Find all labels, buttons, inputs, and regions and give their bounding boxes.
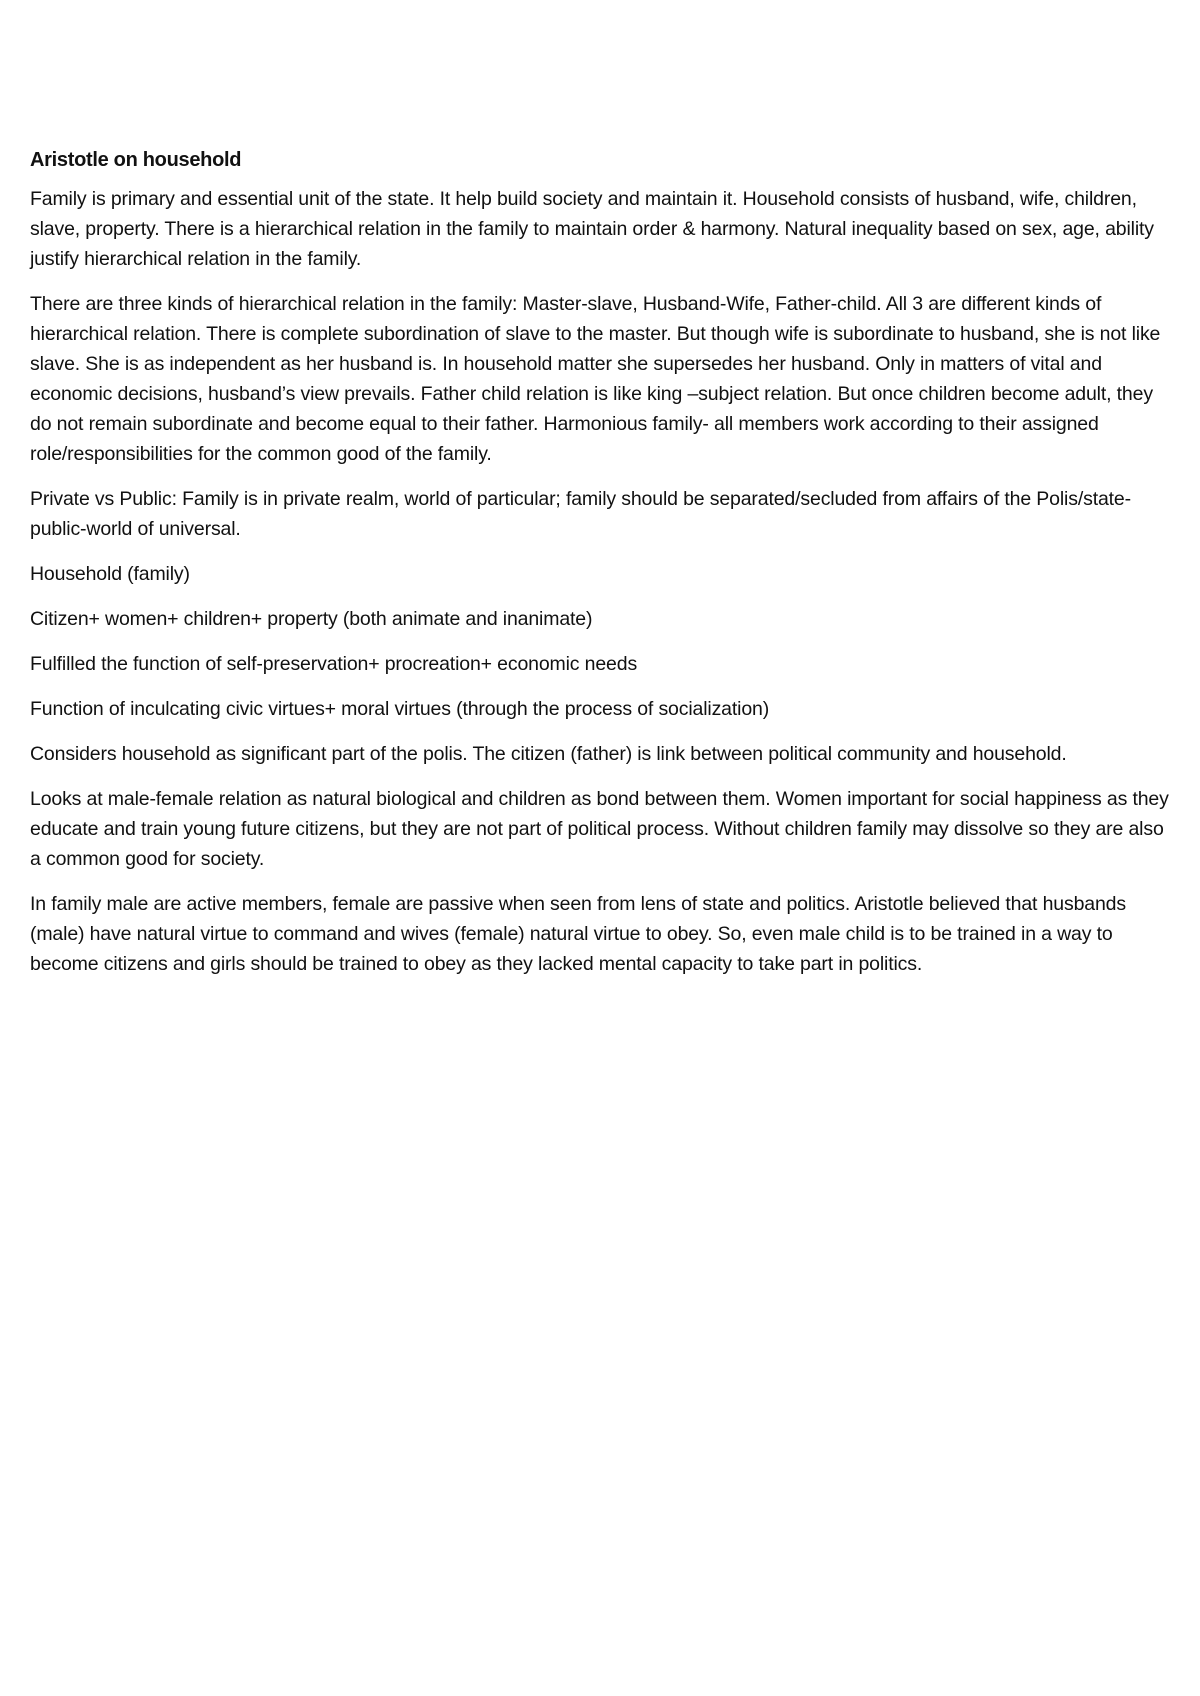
paragraph-private-vs-public: Private vs Public: Family is in private realm, world of particular; family should be separated/secluded from affairs of the Polis/state-public-world of universal. [30,488,1131,540]
paragraph-household-heading: Household (family) [30,563,190,585]
document-body [30,145,1175,994]
paragraph-household-members: Citizen+ women+ children+ property (both animate and inanimate) [30,608,593,630]
paragraph-family-primary-unit: Family is primary and essential unit of the state. It help build society and maintain it. Household consists of husband, wife, children, slave, property. There is a hierarchical relation in the family to maintain order & harmony. Natural inequality based on sex, age, ability justify hierarchical relation in the family. [30,188,1154,270]
paragraph-household-part-of-polis: Considers household as significant part of the polis. The citizen (father) is link between political community and household. [30,743,1067,765]
document-title: Aristotle on household [30,149,242,171]
paragraph-active-passive-members: In family male are active members, female are passive when seen from lens of state and politics. Aristotle believed that husbands (male) have natural virtue to command and wives (female) natural virtue to obey. So, even male child is to be trained in a way to become citizens and girls should be trained to obey as they lacked mental capacity to take part in politics. [30,893,1126,975]
paragraph-inculcating-virtues: Function of inculcating civic virtues+ moral virtues (through the process of socialization) [30,698,770,720]
paragraph-male-female-relation: Looks at male-female relation as natural biological and children as bond between them. Women important for social happiness as they educate and train young future citizens, but they are not part of political process. Without children family may dissolve so they are also a common good for society. [30,788,1169,870]
paragraph-hierarchical-relations: There are three kinds of hierarchical relation in the family: Master-slave, Husband-Wife, Father-child. All 3 are different kinds of hierarchical relation. There is complete subordination of slave to the master. But though wife is subordinate to husband, she is not like slave. She is as independent as her husband is. In household matter she supersedes her husband. Only in matters of vital and economic decisions, husband’s view prevails. Father child relation is like king –subject relation. But once children become adult, they do not remain subordinate and become equal to their father. Harmonious family- all members work according to their assigned role/responsibilities for the common good of the family. [30,293,1161,465]
paragraph-functions-fulfilled: Fulfilled the function of self-preservation+ procreation+ economic needs [30,653,638,675]
